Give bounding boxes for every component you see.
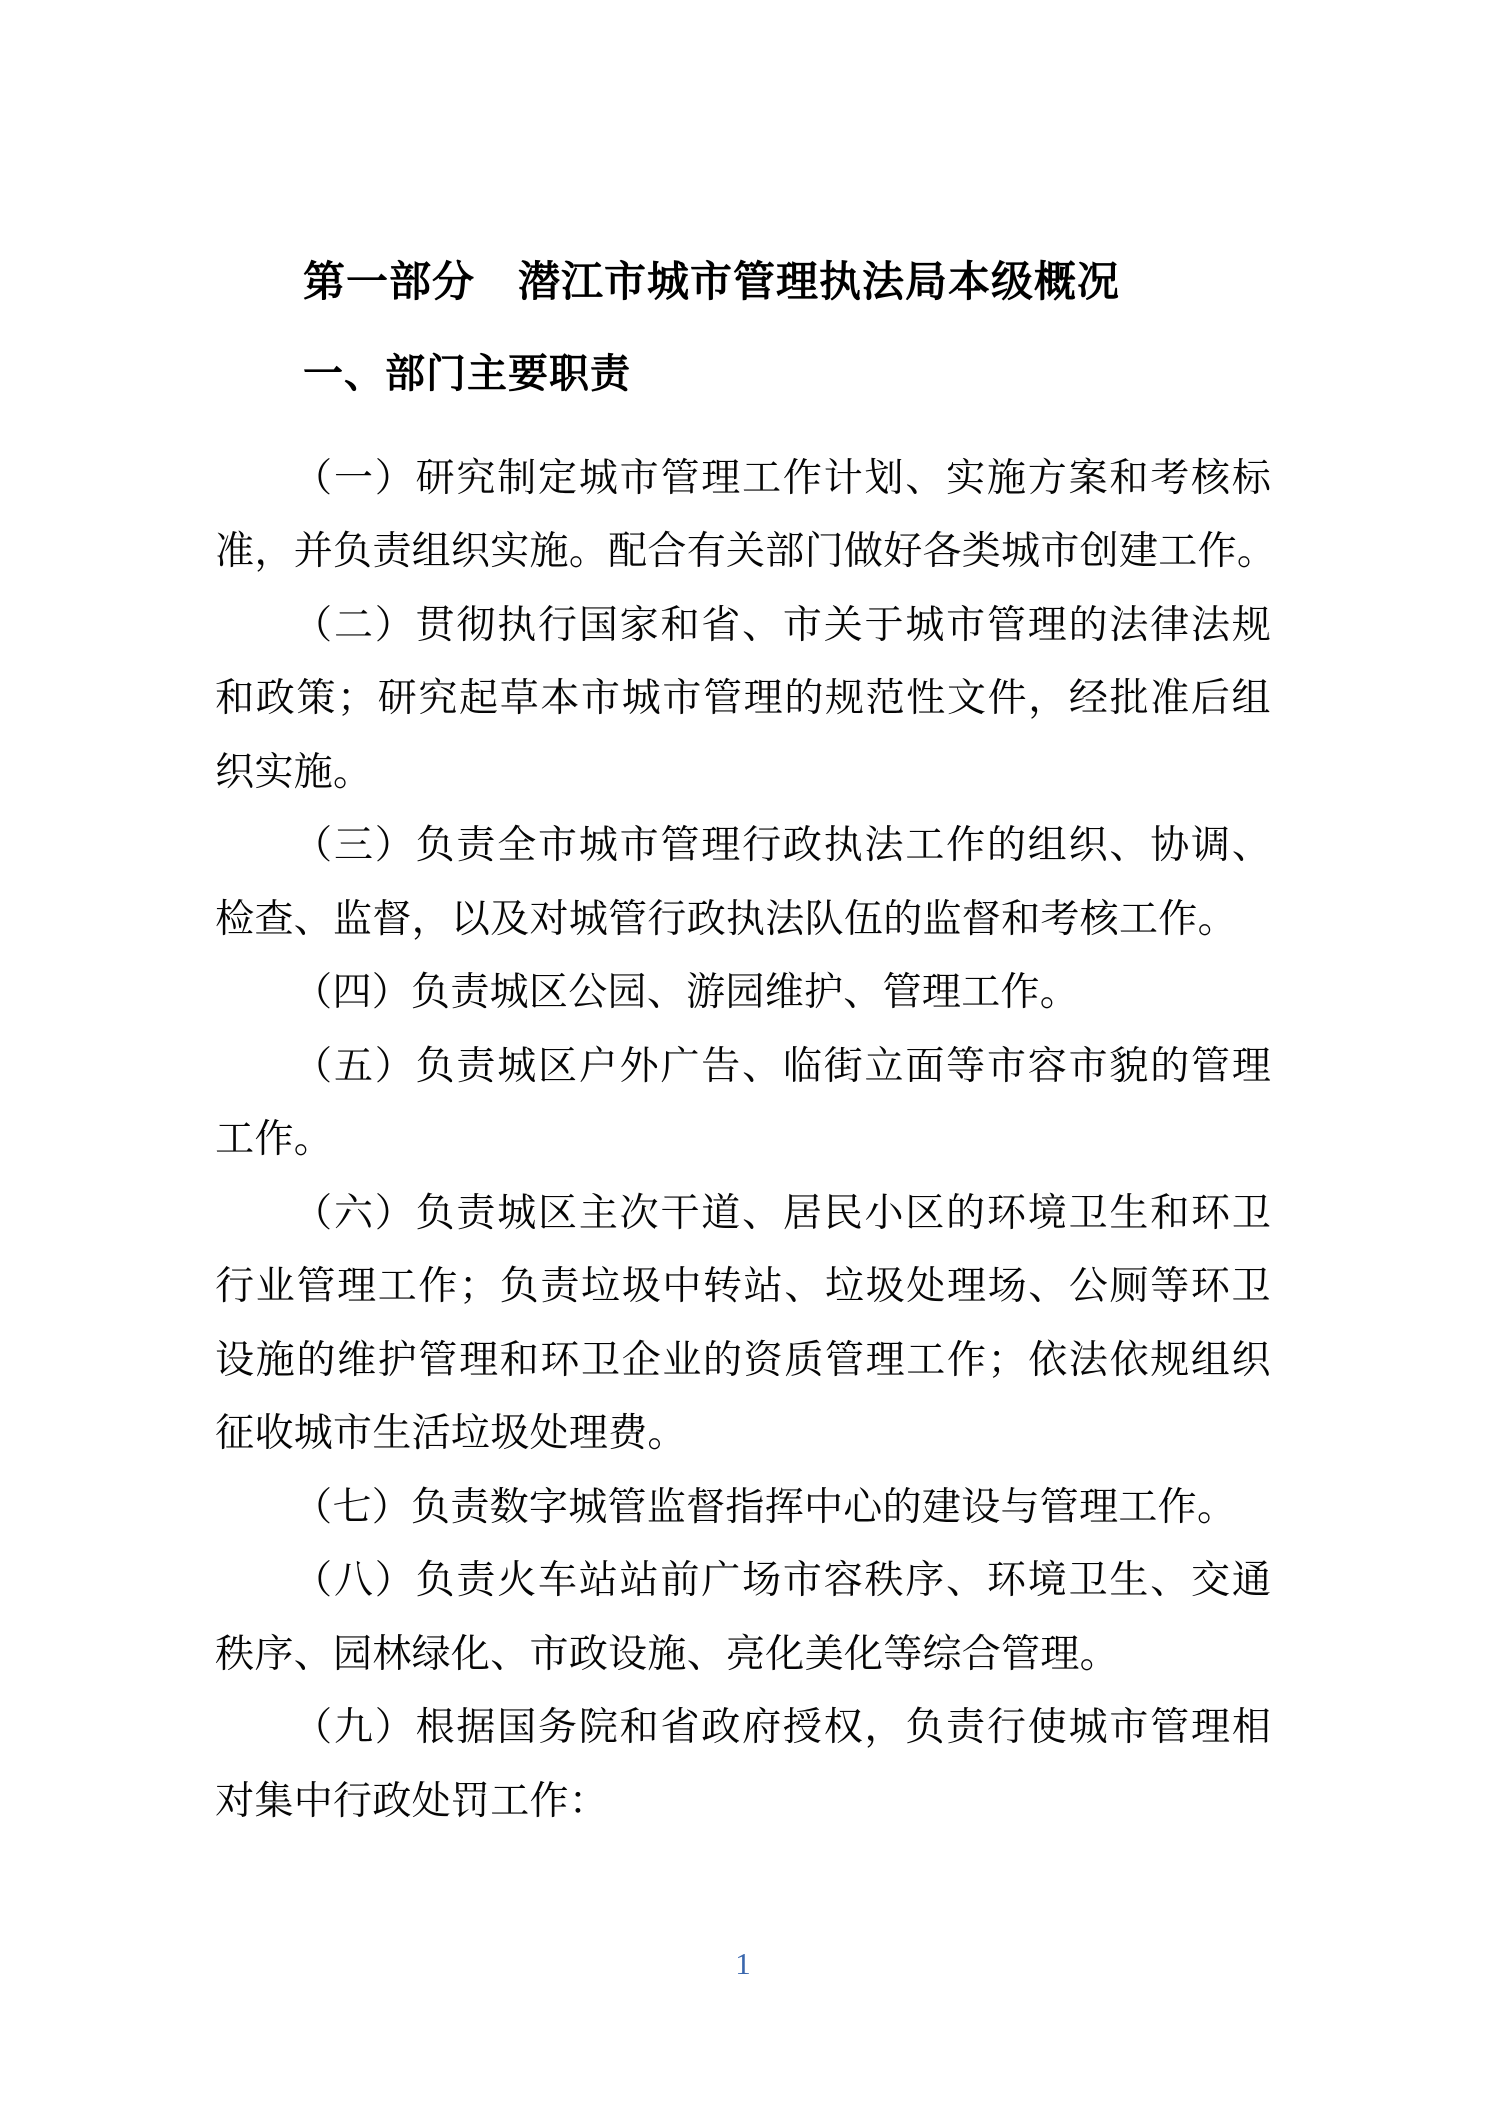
paragraph-3-line-2: 检 查 、 监 督 ， 以 及 对 城 管 行 政 执 法 队 伍 的 监 督 和 考 核 工 作 。 [215, 897, 1237, 941]
paragraph-6-line-1: （ 六 ） 负 责 城 区 主 次 干 道 、 居 民 小 区 的 环 境 卫 生 和 环 卫 [293, 1191, 1271, 1235]
page-footer [0, 1944, 1486, 1984]
paragraph-6-line-4: 征 收 城 市 生 活 垃 圾 处 理 费 。 [215, 1412, 687, 1456]
paragraph-5-line-2: 工 作 。 [215, 1118, 333, 1162]
paragraph-1-line-2: 准 ， 并 负 责 组 织 实 施 。 配 合 有 关 部 门 做 好 各 类 城 市 创 建 工 作 。 [215, 530, 1276, 574]
paragraph-7-line-1: （ 七 ） 负 责 数 字 城 管 监 督 指 挥 中 心 的 建 设 与 管 理 工 作 。 [293, 1485, 1236, 1529]
paragraph-6-line-2: 行 业 管 理 工 作 ； 负 责 垃 圾 中 转 站 、 垃 圾 处 理 场 、 公 厕 等 环 卫 [215, 1265, 1271, 1309]
paragraph-1-line-1: （ 一 ） 研 究 制 定 城 市 管 理 工 作 计 划 、 实 施 方 案 和 考 核 标 [293, 456, 1271, 500]
paragraph-2-line-3: 织 实 施 。 [215, 750, 373, 794]
document-title: 第一部分 潜江市城市管理执法局本级概况 [303, 258, 1121, 305]
paragraph-8-line-2: 秩 序 、 园 林 绿 化 、 市 政 设 施 、 亮 化 美 化 等 综 合 管 理 。 [215, 1632, 1119, 1676]
paragraph-2-line-1: （ 二 ） 贯 彻 执 行 国 家 和 省 、 市 关 于 城 市 管 理 的 法 律 法 规 [293, 603, 1271, 647]
paragraph-5-line-1: （ 五 ） 负 责 城 区 户 外 广 告 、 临 街 立 面 等 市 容 市 貌 的 管 理 [293, 1044, 1271, 1088]
paragraph-4-line-1: （ 四 ） 负 责 城 区 公 园 、 游 园 维 护 、 管 理 工 作 。 [293, 971, 1079, 1015]
paragraph-2-line-2: 和 政 策 ； 研 究 起 草 本 市 城 市 管 理 的 规 范 性 文 件 ， 经 批 准 后 组 [215, 677, 1271, 721]
paragraph-6-line-3: 设 施 的 维 护 管 理 和 环 卫 企 业 的 资 质 管 理 工 作 ； 依 法 依 规 组 织 [215, 1338, 1271, 1382]
document-body [215, 438, 1276, 1835]
paragraph-3-line-1: （ 三 ） 负 责 全 市 城 市 管 理 行 政 执 法 工 作 的 组 织 、 协 调 、 [293, 824, 1271, 868]
page-number: 1 [735, 1946, 751, 1981]
paragraph-9-line-2: 对 集 中 行 政 处 罚 工 作 ： [215, 1779, 608, 1823]
paragraph-8-line-1: （ 八 ） 负 责 火 车 站 站 前 广 场 市 容 秩 序 、 环 境 卫 生 、 交 通 [293, 1559, 1271, 1603]
paragraph-9-line-1: （ 九 ） 根 据 国 务 院 和 省 政 府 授 权 ， 负 责 行 使 城 市 管 理 相 [293, 1706, 1271, 1750]
section-heading: 一、部门主要职责 [303, 352, 631, 396]
